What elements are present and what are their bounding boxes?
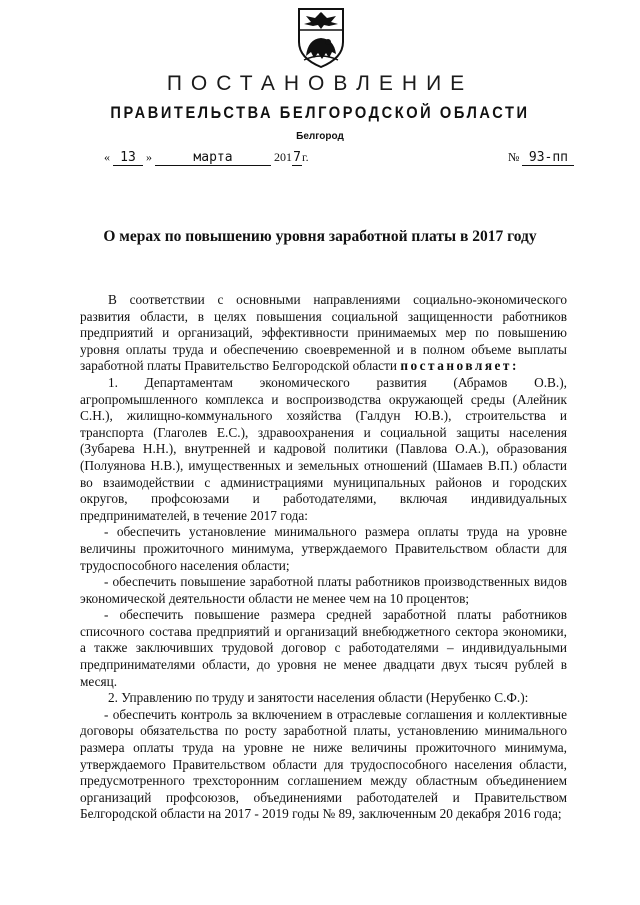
number-value: 93-пп xyxy=(522,150,574,166)
date-open-quote: « xyxy=(104,150,110,164)
city-name: Белгород xyxy=(296,131,344,142)
paragraph-1-item: - обеспечить повышение размера средней заработной платы работников списочного состава предприятий и организаций внебюджетного сектора экономики, а также заключивших трудовой договор с работодателями – индивидуальными предпринимателями области, до уровня не менее двадцати двух тысяч рублей в месяц. xyxy=(80,607,567,689)
resolves-word: постановляет xyxy=(400,358,512,374)
date-close-quote: » xyxy=(146,150,152,164)
number-label: № xyxy=(508,150,520,164)
date-day: 13 xyxy=(113,150,143,166)
document-title: О мерах по повышению уровня заработной платы в 2017 году xyxy=(103,228,537,245)
intro-paragraph: В соответствии с основными направлениями социально-экономического развития области, в целях повышения социальной защищенности работников предприятий и организаций, эффективности принимаемых мер по повышению уровня оплаты труда и обеспечению своевременной и в полном объеме выплаты заработной платы Правительство Белгородской области постановляет: xyxy=(80,292,567,374)
date-month: марта xyxy=(155,150,271,166)
document-type: ПОСТАНОВЛЕНИЕ xyxy=(166,72,474,95)
document-body xyxy=(80,292,567,823)
issuing-authority: ПРАВИТЕЛЬСТВА БЕЛГОРОДСКОЙ ОБЛАСТИ xyxy=(110,103,530,122)
document-date xyxy=(104,150,309,166)
coat-of-arms-icon xyxy=(296,6,346,70)
document-number xyxy=(508,150,574,166)
paragraph-1: 1. Департаментам экономического развития (Абрамов О.В.), агропромышленного комплекса и воспроизводства окружающей среды (Алейник С.Н.), жилищно-коммунального хозяйства (Галдун Ю.В.), строительства и транспорта (Глаголев Е.С.), здравоохранения и социальной защиты населения (Зубарева Н.Н.), внутренней и кадровой политики (Павлова О.А.), образования (Полуянова Н.В.), имущественных и земельных отношений (Шамаев В.П.) области во взаимодействии с администрациями муниципальных районов и городских округов, профсоюзами и работодателями, включая индивидуальных предпринимателей, в течение 2017 года: xyxy=(80,374,567,523)
paragraph-2-item: - обеспечить контроль за включением в отраслевые соглашения и коллективные договоры обязательства по росту заработной платы, установлению минимального размера оплаты труда на уровне не ниже величины прожиточного минимума, утверждаемого Правительством области для трудоспособного населения области, предусмотренного трехсторонним соглашением между областным объединением организаций профсоюзов, объединениями работодателей и Правительством Белгородской области на 2017 - 2019 годы № 89, заключенным 20 декабря 2016 года; xyxy=(80,706,567,822)
paragraph-2: 2. Управлению по труду и занятости населения области (Нерубенко С.Ф.): xyxy=(108,690,529,706)
date-year-suffix: г. xyxy=(302,150,309,164)
paragraph-1-item: - обеспечить повышение заработной платы работников производственных видов экономической деятельности области не менее чем на 10 процентов; xyxy=(80,574,567,606)
date-year-digit: 7 xyxy=(293,150,301,165)
date-year-prefix: 201 xyxy=(274,150,292,164)
paragraph-1-item: - обеспечить установление минимального размера оплаты труда на уровне величины прожиточного минимума, утверждаемого Правительством области для трудоспособного населения области; xyxy=(80,524,567,573)
